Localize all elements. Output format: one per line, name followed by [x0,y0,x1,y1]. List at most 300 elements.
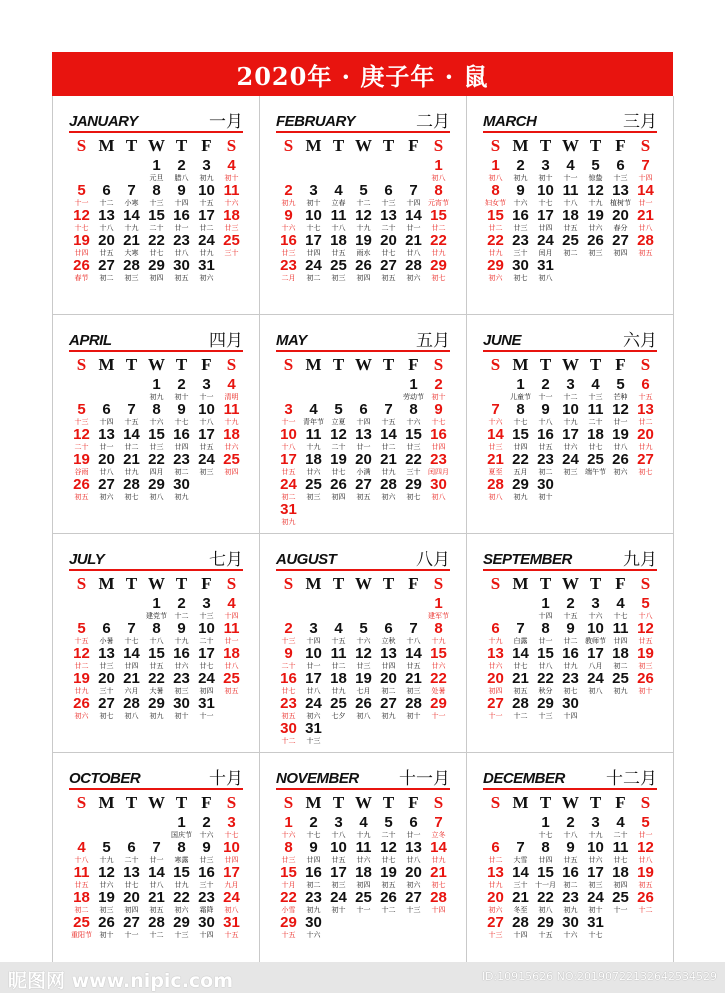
day-number: 26 [612,451,629,468]
lunar-label: 十九 [124,224,139,232]
lunar-label: 三十 [513,881,528,889]
day-number: 29 [537,914,554,931]
lunar-label: 初十 [538,493,553,501]
lunar-label: 三十 [199,881,214,889]
day-number: 8 [177,839,186,856]
lunar-label: 三十 [99,687,114,695]
day-number: 8 [541,839,550,856]
lunar-label: 廿一 [306,662,321,670]
day-number: 25 [612,889,629,906]
lunar-label: 六月 [124,687,139,695]
day-number: 9 [202,839,211,856]
lunar-label: 十六 [563,931,578,939]
weekday-label: S [490,136,501,155]
lunar-label: 十三 [381,199,396,207]
lunar-label: 十六 [588,612,603,620]
weekday-label: M [98,574,115,593]
lunar-label: 廿八 [174,249,189,257]
lunar-label: 十四 [538,612,553,620]
lunar-label: 初四 [331,493,346,501]
day-number: 9 [566,839,575,856]
weekday-label: T [382,136,395,155]
weekday-label: S [640,136,651,155]
day-number: 14 [405,645,422,662]
day-number: 30 [198,914,215,931]
lunar-label: 十二 [638,906,653,914]
day-number: 2 [434,376,443,393]
day-number: 24 [562,451,579,468]
lunar-label: 三十 [224,249,239,257]
day-number: 2 [309,814,318,831]
lunar-label: 十二 [513,712,528,720]
day-cell [633,183,658,208]
day-cell [219,208,244,233]
day-cell [219,865,244,890]
weekday-label: T [175,574,188,593]
weekday-row [69,793,244,813]
day-number: 31 [198,695,215,712]
day-number: 15 [537,645,554,662]
lunar-label: 十四 [638,174,653,182]
month-january [53,96,260,315]
lunar-label: 闰四月 [428,468,449,476]
day-number: 18 [612,864,629,881]
day-number: 16 [198,864,215,881]
day-number: 1 [152,376,161,393]
lunar-label: 初二 [613,662,628,670]
weekday-label: S [76,793,87,812]
day-number: 17 [223,864,240,881]
lunar-label: 廿六 [174,662,189,670]
day-number: 20 [380,232,397,249]
watermark-id: ID:10915626 NO:20190722132642534529 [481,970,717,983]
day-number: 26 [73,476,90,493]
weekday-label: F [408,355,419,374]
day-number: 14 [148,864,165,881]
lunar-label: 初十 [306,199,321,207]
lunar-label: 廿七 [513,662,528,670]
lunar-label: 十五 [74,637,89,645]
lunar-label: 廿二 [74,662,89,670]
day-number: 7 [434,814,443,831]
day-number: 27 [380,695,397,712]
day-cell [219,890,244,915]
lunar-label: 廿四 [613,637,628,645]
lunar-label: 初五 [224,687,239,695]
lunar-label: 廿九 [331,687,346,695]
lunar-label: 初五 [638,249,653,257]
day-number: 10 [198,182,215,199]
day-number: 16 [562,864,579,881]
lunar-label: 儿童节 [510,393,531,401]
weekday-row [276,793,451,813]
day-cell [426,183,451,208]
day-number: 16 [173,426,190,443]
day-number: 17 [587,864,604,881]
weekday-label: W [355,574,372,593]
day-number: 18 [355,864,372,881]
month-november [260,753,467,972]
day-number: 13 [487,864,504,881]
day-number: 16 [562,645,579,662]
day-number: 5 [641,814,650,831]
lunar-label: 廿九 [174,881,189,889]
month-april [53,315,260,534]
lunar-label: 十七 [124,637,139,645]
day-number: 26 [637,889,654,906]
lunar-label: 十五 [124,418,139,426]
lunar-label: 初三 [124,274,139,282]
day-number: 18 [223,207,240,224]
weekday-row [483,574,658,594]
lunar-label: 十五 [381,418,396,426]
day-number: 4 [227,595,236,612]
lunar-label: 青年节 [303,418,324,426]
lunar-label: 大雪 [513,856,528,864]
day-grid [69,377,244,527]
lunar-label: 廿三 [199,856,214,864]
day-cell [426,696,451,721]
day-number: 5 [359,620,368,637]
lunar-label: 廿四 [381,662,396,670]
lunar-label: 初六 [99,493,114,501]
month-header [69,109,243,133]
lunar-label: 初六 [488,906,503,914]
lunar-label: 初四 [488,687,503,695]
day-number: 7 [384,401,393,418]
weekday-label: M [305,574,322,593]
day-cell [426,596,451,621]
day-cell [219,402,244,427]
day-number: 26 [73,695,90,712]
month-name-english: FEBRUARY [276,113,356,130]
day-number: 16 [430,426,447,443]
lunar-label: 妇女节 [485,199,506,207]
lunar-label: 廿三 [149,443,164,451]
month-march [467,96,674,315]
lunar-label: 廿二 [381,443,396,451]
day-number: 1 [152,157,161,174]
day-grid [276,377,451,527]
lunar-label: 初七 [431,274,446,282]
lunar-label: 廿四 [306,856,321,864]
day-number: 18 [330,670,347,687]
lunar-label: 廿三 [99,662,114,670]
day-cell [426,377,451,402]
day-number: 19 [73,232,90,249]
lunar-label: 初六 [406,881,421,889]
month-header [69,547,243,571]
day-number: 13 [487,645,504,662]
day-cell [558,696,583,721]
weekday-label: W [562,136,579,155]
day-number: 11 [223,182,240,199]
day-number: 12 [355,645,372,662]
lunar-label: 初四 [124,906,139,914]
weekday-label: F [201,136,212,155]
lunar-label: 廿五 [638,637,653,645]
day-number: 11 [330,645,347,662]
day-number: 30 [430,476,447,493]
lunar-label: 廿九 [124,468,139,476]
day-number: 27 [405,889,422,906]
day-number: 16 [280,232,297,249]
lunar-label: 腊八 [174,174,189,182]
day-number: 19 [330,451,347,468]
day-number: 6 [102,620,111,637]
day-number: 6 [102,401,111,418]
lunar-label: 初九 [563,906,578,914]
day-number: 25 [587,451,604,468]
day-number: 26 [355,695,372,712]
day-number: 17 [537,207,554,224]
day-number: 29 [430,695,447,712]
lunar-label: 立冬 [431,831,446,839]
lunar-label: 十五 [331,637,346,645]
day-number: 5 [591,157,600,174]
lunar-label: 十四 [224,612,239,620]
lunar-label: 廿五 [563,856,578,864]
day-number: 26 [587,232,604,249]
day-number: 16 [305,864,322,881]
day-cell [426,402,451,427]
lunar-label: 十七 [538,831,553,839]
lunar-label: 十六 [281,224,296,232]
lunar-label: 惊蛰 [588,174,603,182]
day-number: 21 [405,670,422,687]
lunar-label: 廿八 [538,662,553,670]
day-number: 20 [98,670,115,687]
day-number: 5 [359,182,368,199]
day-number: 8 [434,620,443,637]
lunar-label: 夏至 [488,468,503,476]
lunar-label: 廿四 [538,224,553,232]
day-number: 24 [537,232,554,249]
weekday-label: F [615,574,626,593]
lunar-label: 初六 [74,712,89,720]
lunar-label: 十三 [74,418,89,426]
weekday-label: S [283,136,294,155]
lunar-label: 初四 [613,249,628,257]
day-number: 23 [537,451,554,468]
lunar-label: 白露 [513,637,528,645]
day-number: 5 [384,814,393,831]
day-number: 6 [102,182,111,199]
weekday-row [483,136,658,156]
lunar-label: 初九 [513,174,528,182]
lunar-label: 初五 [74,493,89,501]
lunar-label: 十六 [406,418,421,426]
day-cell [169,477,194,502]
day-number: 5 [641,595,650,612]
day-cell [633,158,658,183]
month-name-english: SEPTEMBER [483,551,572,568]
day-grid [276,596,451,746]
lunar-label: 十二 [174,612,189,620]
month-september [467,534,674,753]
lunar-label: 十九 [563,418,578,426]
day-number: 11 [305,426,322,443]
day-number: 3 [227,814,236,831]
day-number: 28 [637,232,654,249]
weekday-label: W [355,355,372,374]
day-number: 8 [434,182,443,199]
lunar-label: 十九 [588,199,603,207]
day-number: 22 [512,451,529,468]
lunar-label: 二月 [281,274,296,282]
lunar-label: 二十 [149,224,164,232]
lunar-label: 廿八 [306,687,321,695]
day-number: 8 [152,182,161,199]
day-number: 5 [616,376,625,393]
lunar-label: 十八 [74,856,89,864]
lunar-label: 初二 [174,468,189,476]
lunar-label: 二十 [281,662,296,670]
lunar-label: 廿二 [331,662,346,670]
day-number: 28 [512,914,529,931]
day-number: 23 [198,889,215,906]
lunar-label: 初二 [538,468,553,476]
lunar-label: 初八 [488,174,503,182]
lunar-label: 十三 [174,931,189,939]
weekday-label: F [408,574,419,593]
day-number: 15 [148,645,165,662]
weekday-label: T [382,355,395,374]
day-number: 1 [177,814,186,831]
day-number: 23 [280,257,297,274]
lunar-label: 十五 [538,931,553,939]
lunar-label: 廿四 [224,856,239,864]
lunar-label: 十九 [306,443,321,451]
lunar-label: 五月 [513,468,528,476]
day-cell [533,477,558,502]
day-number: 19 [637,864,654,881]
day-number: 28 [512,695,529,712]
lunar-label: 十四 [431,906,446,914]
lunar-label: 十九 [588,831,603,839]
month-name-chinese: 十一月 [399,769,450,789]
day-number: 25 [562,232,579,249]
lunar-label: 十四 [563,712,578,720]
day-number: 4 [616,814,625,831]
weekday-label: W [562,355,579,374]
day-grid [483,815,658,965]
weekday-label: F [201,793,212,812]
lunar-label: 廿三 [406,443,421,451]
day-number: 21 [512,889,529,906]
lunar-label: 廿一 [638,831,653,839]
weekday-label: S [283,355,294,374]
lunar-label: 十七 [174,418,189,426]
day-number: 9 [309,839,318,856]
day-number: 31 [587,914,604,931]
lunar-label: 十三 [281,637,296,645]
lunar-label: 秋分 [538,687,553,695]
lunar-label: 廿一 [613,418,628,426]
day-cell [426,646,451,671]
lunar-label: 处暑 [431,687,446,695]
day-number: 22 [537,889,554,906]
weekday-label: M [305,793,322,812]
day-number: 24 [280,476,297,493]
day-number: 10 [562,401,579,418]
lunar-label: 初六 [613,468,628,476]
lunar-label: 十四 [406,199,421,207]
day-number: 22 [405,451,422,468]
lunar-label: 廿一 [224,637,239,645]
weekday-label: W [148,355,165,374]
day-number: 25 [223,232,240,249]
weekday-label: T [332,793,345,812]
day-number: 28 [430,889,447,906]
day-number: 12 [73,207,90,224]
lunar-label: 雨水 [356,249,371,257]
day-cell [633,621,658,646]
lunar-label: 廿六 [563,443,578,451]
lunar-label: 初九 [513,493,528,501]
day-number: 18 [612,645,629,662]
day-number: 27 [637,451,654,468]
lunar-label: 初五 [381,274,396,282]
day-cell [219,377,244,402]
day-number: 19 [587,207,604,224]
weekday-label: W [148,574,165,593]
lunar-label: 立秋 [381,637,396,645]
day-number: 29 [405,476,422,493]
weekday-label: T [589,574,602,593]
lunar-label: 初九 [613,687,628,695]
lunar-label: 二十 [381,831,396,839]
day-number: 27 [98,695,115,712]
day-number: 16 [173,207,190,224]
lunar-label: 二十 [613,831,628,839]
day-number: 1 [284,814,293,831]
lunar-label: 十七 [613,612,628,620]
lunar-label: 廿九 [431,856,446,864]
lunar-label: 廿九 [199,249,214,257]
day-number: 20 [355,451,372,468]
day-cell [633,452,658,477]
lunar-label: 十三 [306,737,321,745]
weekday-label: W [562,793,579,812]
lunar-label: 十二 [356,199,371,207]
weekday-label: S [76,136,87,155]
lunar-label: 初九 [149,393,164,401]
lunar-label: 十七 [224,831,239,839]
day-number: 19 [98,889,115,906]
lunar-label: 初五 [174,274,189,282]
day-number: 20 [405,864,422,881]
lunar-label: 廿六 [431,662,446,670]
day-number: 22 [487,232,504,249]
lunar-label: 小满 [356,468,371,476]
month-name-english: JANUARY [69,113,138,130]
lunar-label: 廿一 [538,637,553,645]
lunar-label: 十八 [538,418,553,426]
day-number: 15 [148,426,165,443]
weekday-row [483,355,658,375]
lunar-label: 廿二 [488,224,503,232]
day-cell [426,258,451,283]
weekday-label: F [615,793,626,812]
weekday-label: M [512,136,529,155]
lunar-label: 廿四 [431,443,446,451]
day-number: 28 [148,914,165,931]
day-number: 28 [123,476,140,493]
lunar-label: 十二 [99,199,114,207]
day-number: 15 [537,864,554,881]
day-number: 23 [173,451,190,468]
